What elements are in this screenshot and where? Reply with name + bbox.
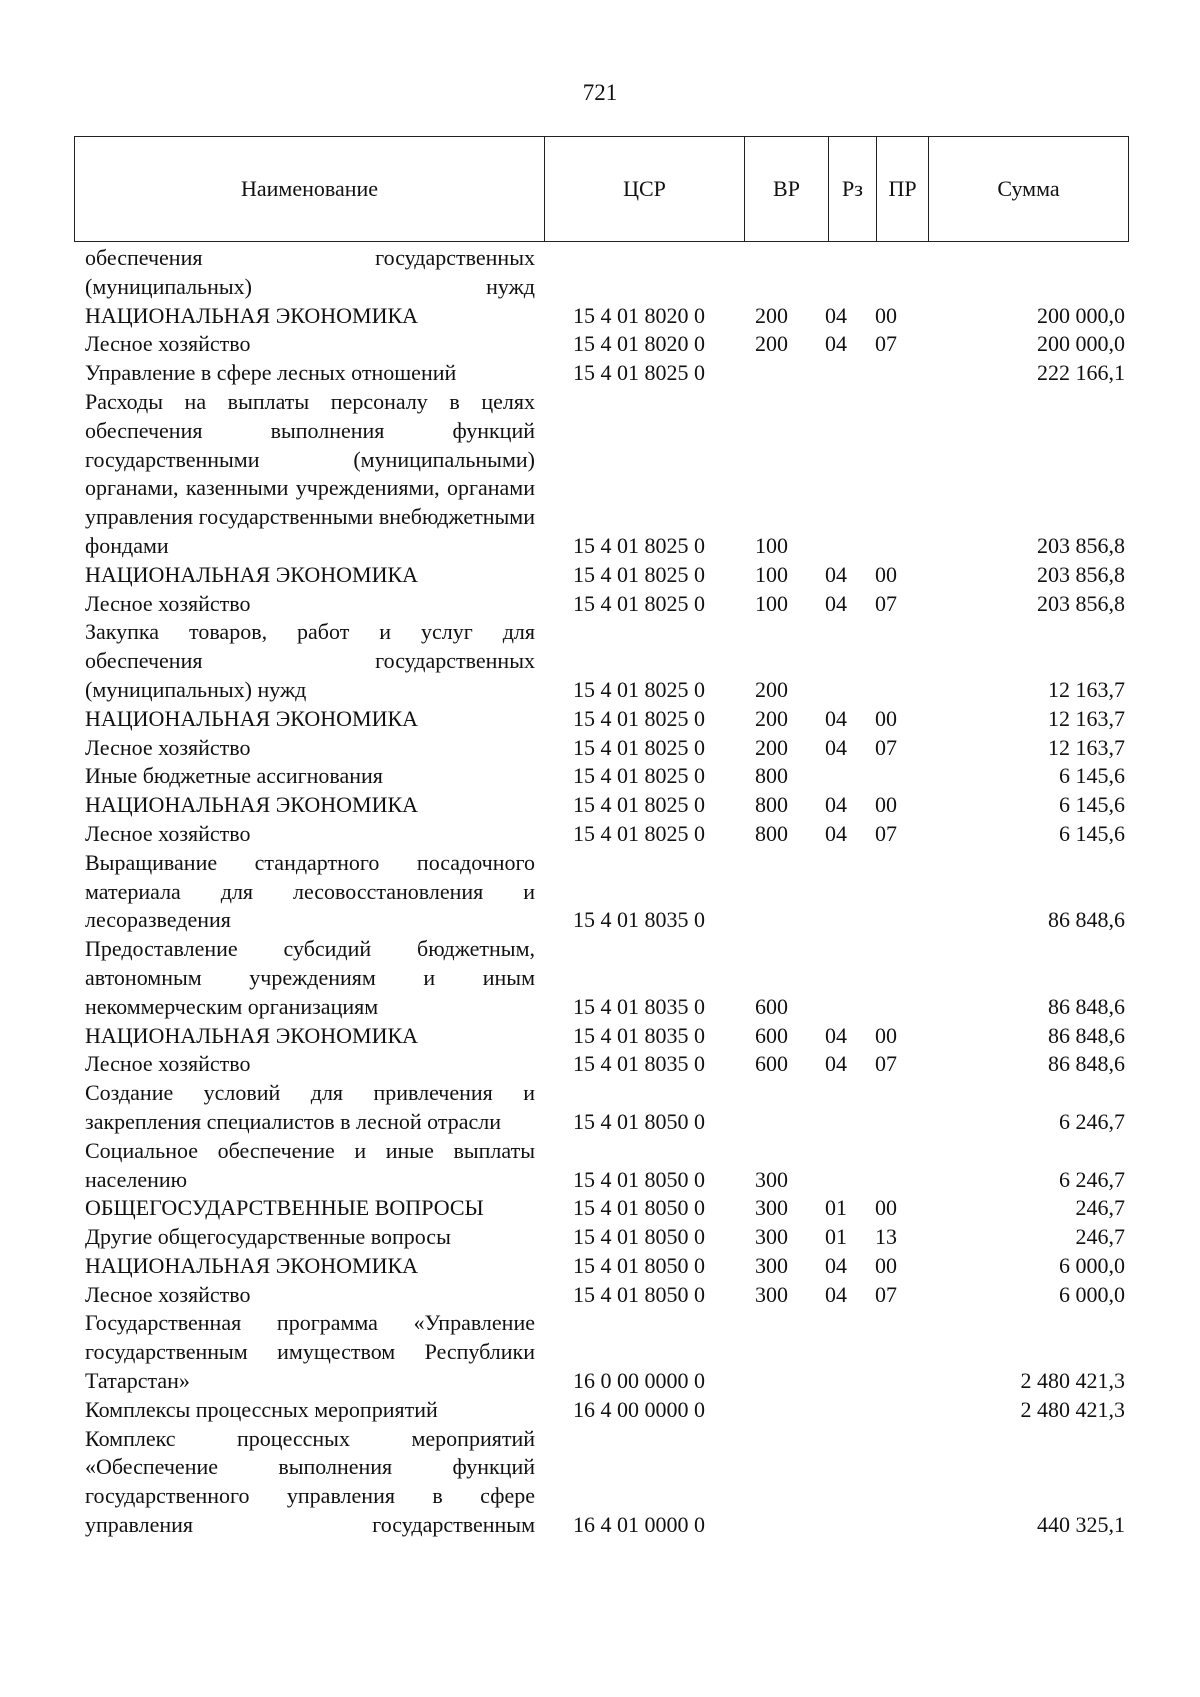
table-row bbox=[0, 590, 1200, 619]
row-sum: 6 000,0 bbox=[1059, 1281, 1125, 1307]
row-rz: 04 bbox=[825, 734, 847, 760]
row-csr: 16 4 01 0000 0 bbox=[573, 1512, 705, 1538]
row-name: Выращивание стандартного посадочного материала для лесовосстановления и лесоразведения bbox=[85, 849, 535, 933]
row-vr: 800 bbox=[755, 792, 788, 818]
row-name: Закупка товаров, работ и услуг для обеспечения государственных (муниципальных) нужд bbox=[85, 619, 535, 702]
row-vr: 200 bbox=[755, 302, 788, 328]
table-row bbox=[0, 330, 1200, 359]
row-csr: 15 4 01 8025 0 bbox=[573, 360, 705, 386]
row-sum: 12 163,7 bbox=[1048, 705, 1125, 731]
row-vr: 800 bbox=[755, 763, 788, 789]
table-row bbox=[0, 734, 1200, 763]
row-name: Социальное обеспечение и иные выплаты населению bbox=[85, 1137, 535, 1192]
row-csr: 15 4 01 8025 0 bbox=[573, 820, 705, 846]
row-vr: 300 bbox=[755, 1224, 788, 1250]
row-rz: 01 bbox=[825, 1195, 847, 1221]
row-csr: 15 4 01 8050 0 bbox=[573, 1108, 705, 1134]
row-vr: 100 bbox=[755, 561, 788, 587]
row-name: Комплекс процессных мероприятий «Обеспечение выполнения функций государственного управления в сфере управления государственным bbox=[85, 1425, 535, 1538]
row-name: НАЦИОНАЛЬНАЯ ЭКОНОМИКА bbox=[85, 1022, 419, 1048]
row-pr: 07 bbox=[875, 331, 897, 357]
table-row bbox=[0, 388, 1200, 561]
row-sum: 6 145,6 bbox=[1059, 763, 1125, 789]
row-name: Иные бюджетные ассигнования bbox=[85, 763, 383, 789]
row-vr: 300 bbox=[755, 1195, 788, 1221]
row-rz: 04 bbox=[825, 1022, 847, 1048]
table-row bbox=[0, 1079, 1200, 1137]
row-name: Создание условий для привлечения и закрепления специалистов в лесной отрасли bbox=[85, 1080, 535, 1134]
row-csr: 15 4 01 8025 0 bbox=[573, 763, 705, 789]
row-csr: 15 4 01 8035 0 bbox=[573, 1051, 705, 1077]
row-name: НАЦИОНАЛЬНАЯ ЭКОНОМИКА bbox=[85, 1252, 419, 1278]
header-vr: ВР bbox=[745, 137, 829, 242]
row-vr: 300 bbox=[755, 1166, 788, 1192]
header-pr: ПР bbox=[877, 137, 929, 242]
table-row bbox=[0, 1396, 1200, 1425]
row-pr: 13 bbox=[875, 1224, 897, 1250]
row-sum: 6 145,6 bbox=[1059, 820, 1125, 846]
table-row bbox=[0, 1022, 1200, 1051]
row-rz: 04 bbox=[825, 1051, 847, 1077]
row-pr: 07 bbox=[875, 1051, 897, 1077]
row-rz: 04 bbox=[825, 1252, 847, 1278]
row-sum: 246,7 bbox=[1075, 1195, 1125, 1221]
table-row bbox=[0, 935, 1200, 1021]
row-vr: 800 bbox=[755, 820, 788, 846]
row-csr: 15 4 01 8035 0 bbox=[573, 907, 705, 933]
table-row bbox=[0, 791, 1200, 820]
header-csr: ЦСР bbox=[545, 137, 745, 242]
row-csr: 15 4 01 8020 0 bbox=[573, 302, 705, 328]
row-pr: 00 bbox=[875, 1022, 897, 1048]
row-vr: 300 bbox=[755, 1281, 788, 1307]
table-body bbox=[0, 244, 1200, 1540]
row-name: Государственная программа «Управление государственным имуществом Республики Татарстан» bbox=[85, 1310, 535, 1394]
table-row bbox=[0, 1223, 1200, 1252]
row-vr: 200 bbox=[755, 734, 788, 760]
row-sum: 6 246,7 bbox=[1059, 1166, 1125, 1192]
table-row bbox=[0, 1137, 1200, 1195]
table-row bbox=[0, 849, 1200, 935]
row-name: Предоставление субсидий бюджетным, автономным учреждениям и иным некоммерческим организациям bbox=[85, 936, 535, 1019]
row-csr: 15 4 01 8035 0 bbox=[573, 1022, 705, 1048]
row-pr: 00 bbox=[875, 1195, 897, 1221]
row-rz: 04 bbox=[825, 302, 847, 328]
row-rz: 04 bbox=[825, 705, 847, 731]
row-vr: 200 bbox=[755, 676, 788, 702]
row-csr: 15 4 01 8050 0 bbox=[573, 1281, 705, 1307]
row-sum: 2 480 421,3 bbox=[1020, 1396, 1125, 1422]
row-csr: 15 4 01 8025 0 bbox=[573, 532, 705, 558]
table-row bbox=[0, 302, 1200, 331]
row-rz: 04 bbox=[825, 792, 847, 818]
table-header bbox=[74, 136, 1129, 242]
row-name: Лесное хозяйство bbox=[85, 1281, 251, 1307]
row-name: НАЦИОНАЛЬНАЯ ЭКОНОМИКА bbox=[85, 302, 419, 328]
page-number: 721 bbox=[582, 80, 618, 105]
row-sum: 86 848,6 bbox=[1048, 1051, 1125, 1077]
table-row bbox=[0, 561, 1200, 590]
table-row bbox=[0, 1050, 1200, 1079]
table-row bbox=[0, 1194, 1200, 1223]
row-csr: 15 4 01 8025 0 bbox=[573, 676, 705, 702]
table-row bbox=[0, 1281, 1200, 1310]
table-row bbox=[0, 1252, 1200, 1281]
row-csr: 16 4 00 0000 0 bbox=[573, 1396, 705, 1422]
row-name: Другие общегосударственные вопросы bbox=[85, 1224, 451, 1250]
row-rz: 04 bbox=[825, 820, 847, 846]
table-row bbox=[0, 705, 1200, 734]
row-vr: 600 bbox=[755, 993, 788, 1019]
row-rz: 04 bbox=[825, 590, 847, 616]
row-sum: 203 856,8 bbox=[1037, 561, 1125, 587]
row-rz: 04 bbox=[825, 1281, 847, 1307]
row-rz: 04 bbox=[825, 561, 847, 587]
row-name: ОБЩЕГОСУДАРСТВЕННЫЕ ВОПРОСЫ bbox=[85, 1195, 484, 1221]
row-sum: 440 325,1 bbox=[1037, 1512, 1125, 1538]
table-row bbox=[0, 1425, 1200, 1540]
row-name: НАЦИОНАЛЬНАЯ ЭКОНОМИКА bbox=[85, 561, 419, 587]
table-row bbox=[0, 244, 1200, 302]
row-sum: 86 848,6 bbox=[1048, 993, 1125, 1019]
table-row bbox=[0, 618, 1200, 704]
row-csr: 15 4 01 8050 0 bbox=[573, 1252, 705, 1278]
row-csr: 15 4 01 8050 0 bbox=[573, 1166, 705, 1192]
row-vr: 100 bbox=[755, 590, 788, 616]
row-csr: 15 4 01 8020 0 bbox=[573, 331, 705, 357]
row-rz: 04 bbox=[825, 331, 847, 357]
row-sum: 246,7 bbox=[1075, 1224, 1125, 1250]
row-sum: 200 000,0 bbox=[1037, 302, 1125, 328]
row-sum: 12 163,7 bbox=[1048, 734, 1125, 760]
row-name: Лесное хозяйство bbox=[85, 590, 251, 616]
row-vr: 600 bbox=[755, 1051, 788, 1077]
row-vr: 200 bbox=[755, 331, 788, 357]
row-vr: 600 bbox=[755, 1022, 788, 1048]
row-sum: 2 480 421,3 bbox=[1020, 1368, 1125, 1394]
row-csr: 15 4 01 8035 0 bbox=[573, 993, 705, 1019]
row-pr: 07 bbox=[875, 590, 897, 616]
table-row bbox=[0, 1309, 1200, 1395]
row-name: Лесное хозяйство bbox=[85, 820, 251, 846]
row-pr: 00 bbox=[875, 561, 897, 587]
row-name: обеспечения государственных (муниципальных) нужд bbox=[85, 245, 535, 299]
row-sum: 12 163,7 bbox=[1048, 676, 1125, 702]
row-sum: 203 856,8 bbox=[1037, 590, 1125, 616]
row-sum: 86 848,6 bbox=[1048, 1022, 1125, 1048]
row-pr: 07 bbox=[875, 820, 897, 846]
row-sum: 86 848,6 bbox=[1048, 907, 1125, 933]
row-pr: 00 bbox=[875, 1252, 897, 1278]
header-rz: Рз bbox=[829, 137, 877, 242]
row-csr: 15 4 01 8025 0 bbox=[573, 734, 705, 760]
row-name: Лесное хозяйство bbox=[85, 331, 251, 357]
row-pr: 00 bbox=[875, 705, 897, 731]
row-csr: 15 4 01 8050 0 bbox=[573, 1224, 705, 1250]
header-name: Наименование bbox=[75, 137, 545, 242]
row-pr: 07 bbox=[875, 734, 897, 760]
row-csr: 15 4 01 8025 0 bbox=[573, 590, 705, 616]
row-name: Лесное хозяйство bbox=[85, 1051, 251, 1077]
table-row bbox=[0, 820, 1200, 849]
row-pr: 00 bbox=[875, 302, 897, 328]
row-name: НАЦИОНАЛЬНАЯ ЭКОНОМИКА bbox=[85, 705, 419, 731]
row-csr: 15 4 01 8050 0 bbox=[573, 1195, 705, 1221]
row-csr: 15 4 01 8025 0 bbox=[573, 561, 705, 587]
row-sum: 6 246,7 bbox=[1059, 1108, 1125, 1134]
row-pr: 00 bbox=[875, 792, 897, 818]
row-csr: 15 4 01 8025 0 bbox=[573, 705, 705, 731]
row-vr: 100 bbox=[755, 532, 788, 558]
table-row bbox=[0, 762, 1200, 791]
row-rz: 01 bbox=[825, 1224, 847, 1250]
row-name: Лесное хозяйство bbox=[85, 734, 251, 760]
row-pr: 07 bbox=[875, 1281, 897, 1307]
row-name: НАЦИОНАЛЬНАЯ ЭКОНОМИКА bbox=[85, 792, 419, 818]
row-vr: 200 bbox=[755, 705, 788, 731]
row-name: Комплексы процессных мероприятий bbox=[85, 1396, 438, 1422]
row-vr: 300 bbox=[755, 1252, 788, 1278]
row-sum: 6 145,6 bbox=[1059, 792, 1125, 818]
table-row bbox=[0, 359, 1200, 388]
row-csr: 16 0 00 0000 0 bbox=[573, 1368, 705, 1394]
row-sum: 222 166,1 bbox=[1037, 360, 1125, 386]
row-name: Расходы на выплаты персоналу в целях обеспечения выполнения функций государственными (муниципальными) органами, казенными учреждениями, органами управления государственными внебюджетными фондами bbox=[85, 388, 535, 558]
row-csr: 15 4 01 8025 0 bbox=[573, 792, 705, 818]
row-sum: 200 000,0 bbox=[1037, 331, 1125, 357]
row-name: Управление в сфере лесных отношений bbox=[85, 360, 457, 386]
row-sum: 203 856,8 bbox=[1037, 532, 1125, 558]
header-sum: Сумма bbox=[929, 137, 1129, 242]
row-sum: 6 000,0 bbox=[1059, 1252, 1125, 1278]
